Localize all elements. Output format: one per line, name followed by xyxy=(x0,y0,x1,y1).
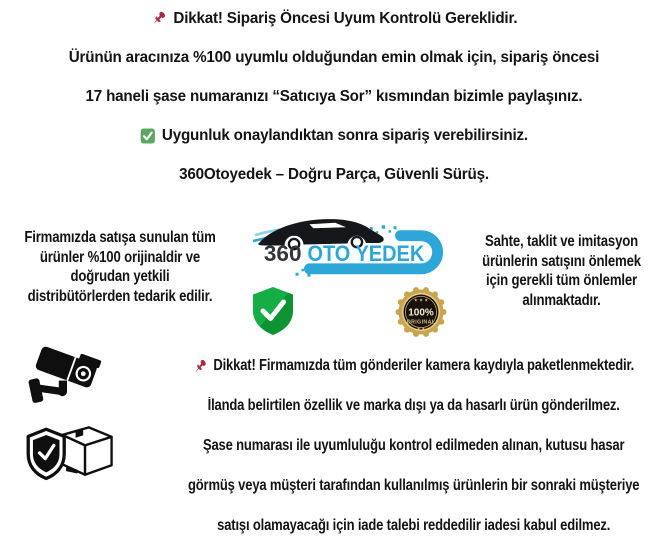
notice-text: 17 haneli şase numaranızı “Satıcıya Sor” kısmından bizimle paylaşınız. xyxy=(85,88,583,105)
pushpin-icon xyxy=(193,358,207,375)
info-text: ürünler %100 orijinaldir ve xyxy=(39,248,201,266)
original-seal-icon xyxy=(395,286,447,338)
notice-line xyxy=(17,126,652,145)
notice-text: görmüş veya müşteri tarafından kullanılmış ürünlerin bir sonraki müşteriye xyxy=(187,477,640,494)
info-text: Firmamızda satışa sunulan tüm xyxy=(24,229,216,246)
bottom-icons-column xyxy=(0,344,145,540)
info-text: Sahte, taklit ve imitasyon xyxy=(484,233,638,250)
bottom-section xyxy=(0,344,668,540)
brand-logo xyxy=(252,214,450,284)
notice-text: Şase numarası ile uyumluluğu kontrol edilmeden alınan, kutusu hasar xyxy=(202,437,625,454)
notice-text: Ürünün aracınıza %100 uyumlu olduğundan emin olmak için, sipariş öncesi xyxy=(68,49,600,66)
info-text: doğrudan yetkili xyxy=(70,268,170,285)
right-info-panel xyxy=(471,212,652,310)
verified-shield-icon xyxy=(250,286,296,336)
middle-section xyxy=(0,212,668,338)
top-notice xyxy=(0,0,668,204)
brand-slogan: 360Otoyedek – Doğru Parça, Güvenli Sürüş. xyxy=(179,166,489,183)
brand-logo-area xyxy=(240,212,455,338)
notice-line xyxy=(188,476,639,496)
notice-text: İlanda belirtilen özellik ve marka dışı ya da hasarlı ürün gönderilmez. xyxy=(207,397,620,414)
info-text: distribütörlerden tedarik edilir. xyxy=(27,287,213,305)
logo-name: OTO YEDEK xyxy=(307,240,425,266)
left-info-panel xyxy=(18,212,222,306)
notice-line xyxy=(188,356,639,376)
info-text: alınmaktadır. xyxy=(522,291,601,309)
notice-line xyxy=(17,165,652,184)
notice-text: Dikkat! Sipariş Öncesi Uyum Kontrolü Gereklidir. xyxy=(173,10,518,27)
notice-line xyxy=(188,516,639,536)
info-text: ürünlerin satışını önlemek xyxy=(482,252,641,270)
notice-line xyxy=(17,48,652,67)
notice-line xyxy=(17,87,652,106)
info-text: için gerekli tüm önlemler xyxy=(486,272,637,289)
trust-badges xyxy=(240,284,455,338)
notice-line xyxy=(188,396,639,416)
seal-label: ORIGINAL xyxy=(406,319,436,326)
logo-number: 360 xyxy=(263,240,302,266)
seal-percent: 100% xyxy=(408,307,434,319)
seal-stars-top: ★ ★ ★ xyxy=(413,297,429,303)
notice-text: satışı olamayacağı için iade talebi reddedilir iadesi kabul edilmez. xyxy=(217,517,611,534)
notice-line xyxy=(188,436,639,456)
bottom-notice xyxy=(145,344,668,540)
notice-line xyxy=(17,9,652,28)
security-camera-icon xyxy=(24,344,110,408)
secure-package-icon xyxy=(20,416,116,488)
notice-text: Dikkat! Firmamızda tüm gönderiler kamera kaydıyla paketlenmektedir. xyxy=(213,357,635,374)
seal-stars-bottom: ★ ★ xyxy=(416,326,426,331)
notice-text: Uygunluk onaylandıktan sonra sipariş verebilirsiniz. xyxy=(161,127,528,144)
check-mark-icon xyxy=(140,128,155,144)
pushpin-icon xyxy=(151,10,167,27)
